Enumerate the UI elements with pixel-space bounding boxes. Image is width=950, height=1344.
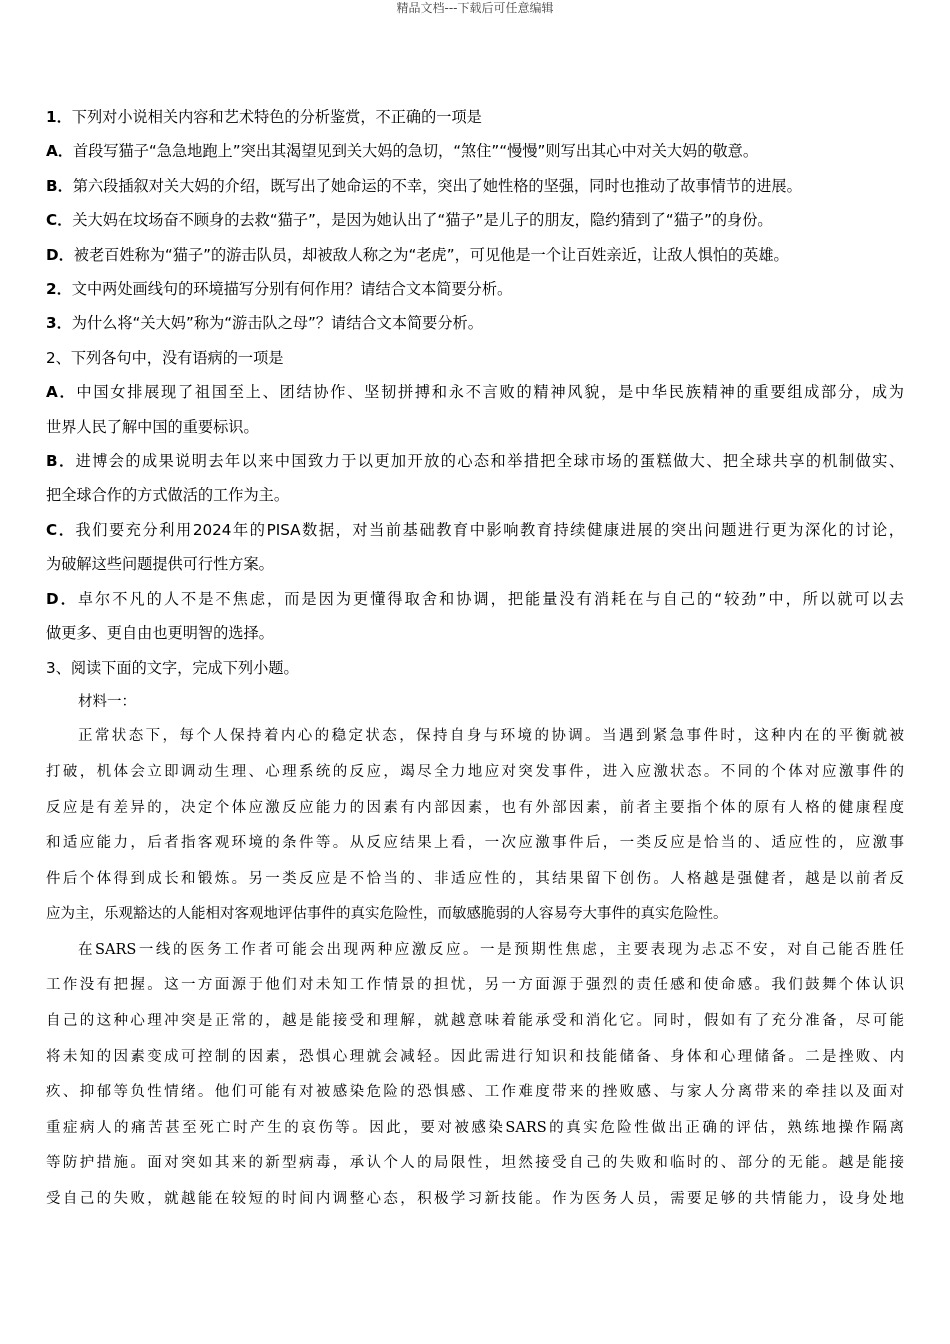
question-number: 3． xyxy=(46,314,72,333)
option-line: 为破解这些问题提供可行性方案。 xyxy=(46,555,274,574)
option-letter: D． xyxy=(46,245,74,264)
option-letter: B． xyxy=(46,452,76,471)
paragraph-line: 工作没有把握。这一方面源于他们对未知工作情景的担忧，另一方面源于强烈的责任感和使命感。我们鼓舞个体认识 xyxy=(46,977,904,994)
paragraph-line: 在SARS一线的医务工作者可能会出现两种应激反应。一是预期性焦虑，主要表现为忐忑不安，对自己能否胜任 xyxy=(78,941,904,958)
paragraph-line: 受自己的失败，就越能在较短的时间内调整心态，积极学习新技能。作为医务人员，需要足够的共情能力，设身处地 xyxy=(46,1191,904,1208)
section-stem: 2、下列各句中，没有语病的一项是 xyxy=(46,348,284,367)
option-letter: A． xyxy=(46,383,77,402)
option-text: 首段写猫子“急急地跑上”突出其渴望见到关大妈的急切，“煞住”“慢慢”则写出其心中对关大妈的敬意。 xyxy=(72,142,759,161)
sec2-option-a xyxy=(46,375,904,444)
option-line: 卓尔不凡的人不是不焦虑，而是因为更懂得取舍和协调，把能量没有消耗在与自己的“较劲”中，所以就可以去 xyxy=(77,589,904,608)
paragraph-line: 应为主，乐观豁达的人能相对客观地评估事件的真实危险性，而敏感脆弱的人容易夸大事件的真实危险性。 xyxy=(46,906,728,923)
question-2 xyxy=(46,272,904,306)
option-letter: C． xyxy=(46,520,76,539)
paragraph-1 xyxy=(46,719,904,933)
option-c xyxy=(46,203,904,237)
section-2-stem xyxy=(46,341,904,375)
sec2-option-b xyxy=(46,444,904,513)
option-d xyxy=(46,238,904,272)
option-text: 关大妈在坟场奋不顾身的去救“猫子”，是因为她认出了“猫子”是儿子的朋友，隐约猜到了“猫子”的身份。 xyxy=(72,211,773,230)
option-text: 被老百姓称为“猫子”的游击队员，却被敌人称之为“老虎”，可见他是一个让百姓亲近，让敌人惧怕的英雄。 xyxy=(73,245,789,264)
option-b xyxy=(46,169,904,203)
option-letter: A． xyxy=(46,142,73,161)
section-stem: 3、阅读下面的文字，完成下列小题。 xyxy=(46,658,299,677)
question-3 xyxy=(46,306,904,340)
paragraph-line: 反应是有差异的，决定个体应激反应能力的因素有内部因素，也有外部因素，前者主要指个体的原有人格的健康程度 xyxy=(46,799,904,816)
option-line: 把全球合作的方式做活的工作为主。 xyxy=(46,486,289,505)
section-3-stem xyxy=(46,651,904,685)
paragraph-line: 重症病人的痛苦甚至死亡时产生的哀伤等。因此，要对被感染SARS的真实危险性做出正确的评估，熟练地操作隔离 xyxy=(46,1119,904,1136)
paragraph-line: 和适应能力，后者指客观环境的条件等。从反应结果上看，一次应激事件后，一类反应是恰当的、适应性的，应激事 xyxy=(46,835,904,852)
paragraph-line: 件后个体得到成长和锻炼。另一类反应是不恰当的、非适应性的，其结果留下创伤。人格越是强健者，越是以前者反 xyxy=(46,870,904,887)
header-text: 精品文档---下载后可任意编辑 xyxy=(396,1,554,15)
page-header xyxy=(0,0,950,16)
paragraph-line: 将未知的因素变成可控制的因素，恐惧心理就会减轻。因此需进行知识和技能储备、身体和心理储备。二是挫败、内 xyxy=(46,1048,904,1065)
option-line: 世界人民了解中国的重要标识。 xyxy=(46,417,259,436)
paragraph-line: 自己的这种心理冲突是正常的，越是能接受和理解，就越意味着能承受和消化它。同时，假如有了充分准备，尽可能 xyxy=(46,1013,904,1030)
option-letter: D． xyxy=(46,589,78,608)
sec2-option-d xyxy=(46,582,904,651)
material-label: 材料一： xyxy=(78,693,136,710)
question-stem: 文中两处画线句的环境描写分别有何作用？请结合文本简要分析。 xyxy=(71,280,513,299)
question-number: 1． xyxy=(46,108,72,126)
option-line: 做更多、更自由也更明智的选择。 xyxy=(46,624,274,643)
option-line: 进博会的成果说明去年以来中国致力于以更加开放的心态和举措把全球市场的蛋糕做大、把全球共享的机制做实、 xyxy=(75,452,904,471)
option-letter: C． xyxy=(46,211,73,230)
paragraph-line: 正常状态下，每个人保持着内心的稳定状态，保持自身与环境的协调。当遇到紧急事件时，这种内在的平衡就被 xyxy=(78,728,904,745)
document-body xyxy=(46,100,904,1218)
option-text: 第六段插叙对关大妈的介绍，既写出了她命运的不幸，突出了她性格的坚强，同时也推动了故事情节的进展。 xyxy=(72,176,802,195)
option-a xyxy=(46,134,904,168)
question-1 xyxy=(46,100,904,134)
paragraph-line: 疚、抑郁等负性情绪。他们可能有对被感染危险的恐惧感、工作难度带来的挫败感、与家人分离带来的牵挂以及面对 xyxy=(46,1084,904,1101)
paragraph-line: 打破，机体会立即调动生理、心理系统的反应，竭尽全力地应对突发事件，进入应激状态。不同的个体对应激事件的 xyxy=(46,763,904,780)
question-stem: 下列对小说相关内容和艺术特色的分析鉴赏，不正确的一项是 xyxy=(71,108,482,126)
question-number: 2． xyxy=(46,280,72,299)
option-line: 中国女排展现了祖国至上、团结协作、坚韧拼搏和永不言败的精神风貌，是中华民族精神的重要组成部分，成为 xyxy=(76,383,904,402)
option-line: 我们要充分利用2024年的PISA数据，对当前基础教育中影响教育持续健康进展的突出问题进行更为深化的讨论， xyxy=(75,520,904,539)
option-letter: B． xyxy=(46,176,73,195)
paragraph-line: 等防护措施。面对突如其来的新型病毒，承认个人的局限性，坦然接受自己的失败和临时的、部分的无能。越是能接 xyxy=(46,1155,904,1172)
question-stem: 为什么将“关大妈”称为“游击队之母”？请结合文本简要分析。 xyxy=(71,314,483,333)
paragraph-2 xyxy=(46,933,904,1218)
sec2-option-c xyxy=(46,513,904,582)
